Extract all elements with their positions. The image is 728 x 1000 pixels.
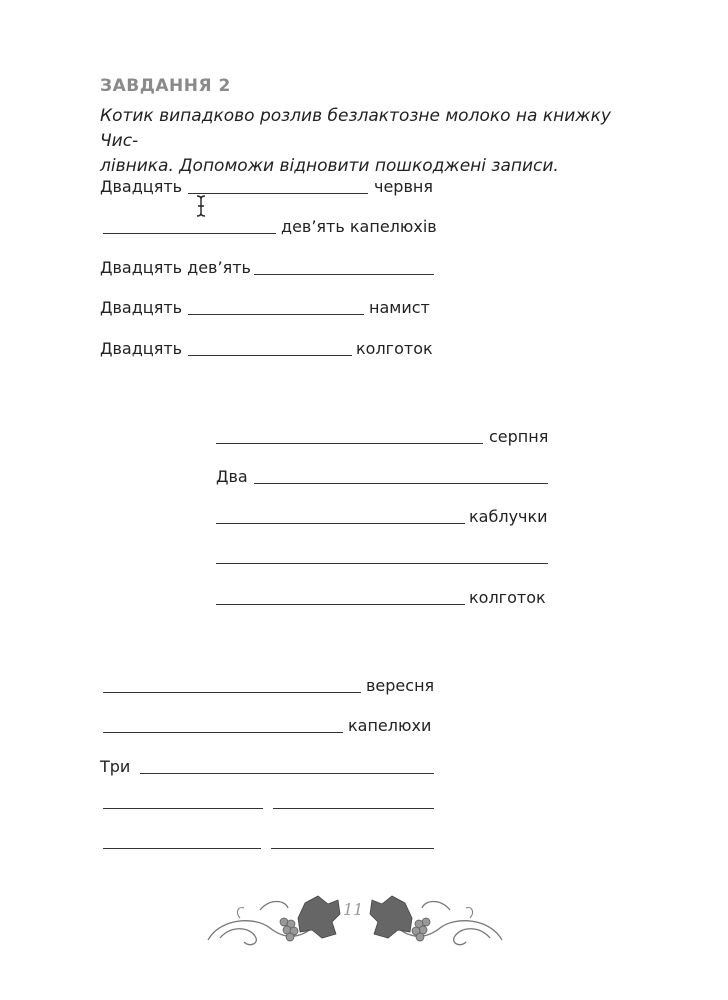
- answer-line[interactable]: [188, 193, 368, 194]
- answer-line[interactable]: [103, 233, 276, 234]
- blank-row: [100, 176, 440, 200]
- task-title: ЗАВДАННЯ 2: [100, 76, 231, 96]
- answer-line[interactable]: [216, 563, 548, 564]
- word-after: намист: [369, 298, 430, 317]
- blank-row: [100, 675, 440, 699]
- answer-line[interactable]: [103, 732, 343, 733]
- instructions-line-2: лівника. Допоможи відновити пошкоджені записи.: [100, 156, 559, 176]
- word-after: серпня: [489, 427, 549, 446]
- word-after: червня: [374, 177, 433, 196]
- answer-line[interactable]: [273, 808, 434, 809]
- word-after: колготок: [469, 588, 546, 607]
- answer-line[interactable]: [216, 604, 465, 605]
- word-before: Двадцять: [100, 177, 183, 196]
- blank-row: [100, 831, 440, 855]
- blank-row: [100, 216, 440, 240]
- blank-row: [216, 546, 556, 570]
- answer-line[interactable]: [140, 773, 434, 774]
- blank-row: [216, 506, 556, 530]
- word-before: Двадцять: [100, 339, 183, 358]
- word-before: Три: [100, 757, 131, 776]
- page-number: 11: [343, 900, 364, 919]
- answer-line[interactable]: [271, 848, 434, 849]
- blank-row: [216, 426, 556, 450]
- blank-row: [100, 756, 440, 780]
- answer-line[interactable]: [188, 355, 352, 356]
- blank-row: [100, 715, 440, 739]
- task-instructions: [100, 104, 640, 179]
- answer-line[interactable]: [188, 314, 364, 315]
- blank-row: [100, 791, 440, 815]
- word-before: Двадцять дев’ять: [100, 258, 251, 277]
- answer-line[interactable]: [216, 523, 465, 524]
- answer-line[interactable]: [216, 443, 483, 444]
- word-after: каблучки: [469, 507, 548, 526]
- answer-line[interactable]: [103, 848, 261, 849]
- word-before: Два: [216, 467, 248, 486]
- word-after: колготок: [356, 339, 433, 358]
- blank-row: [100, 297, 440, 321]
- answer-line[interactable]: [103, 808, 263, 809]
- blank-row: [100, 338, 440, 362]
- instructions-line-1: Котик випадково розлив безлактозне молоко на книжку Чис-: [100, 106, 611, 151]
- text-cursor-icon: [196, 195, 206, 217]
- word-after: капелюхи: [348, 716, 432, 735]
- answer-line[interactable]: [254, 483, 548, 484]
- answer-line[interactable]: [103, 692, 361, 693]
- word-after: вересня: [366, 676, 435, 695]
- blank-row: [216, 587, 556, 611]
- word-after: дев’ять капелюхів: [281, 217, 437, 236]
- word-before: Двадцять: [100, 298, 183, 317]
- blank-row: [216, 466, 556, 490]
- grapevine-ornament-icon: [200, 888, 510, 958]
- blank-row: [100, 257, 440, 281]
- answer-line[interactable]: [254, 274, 434, 275]
